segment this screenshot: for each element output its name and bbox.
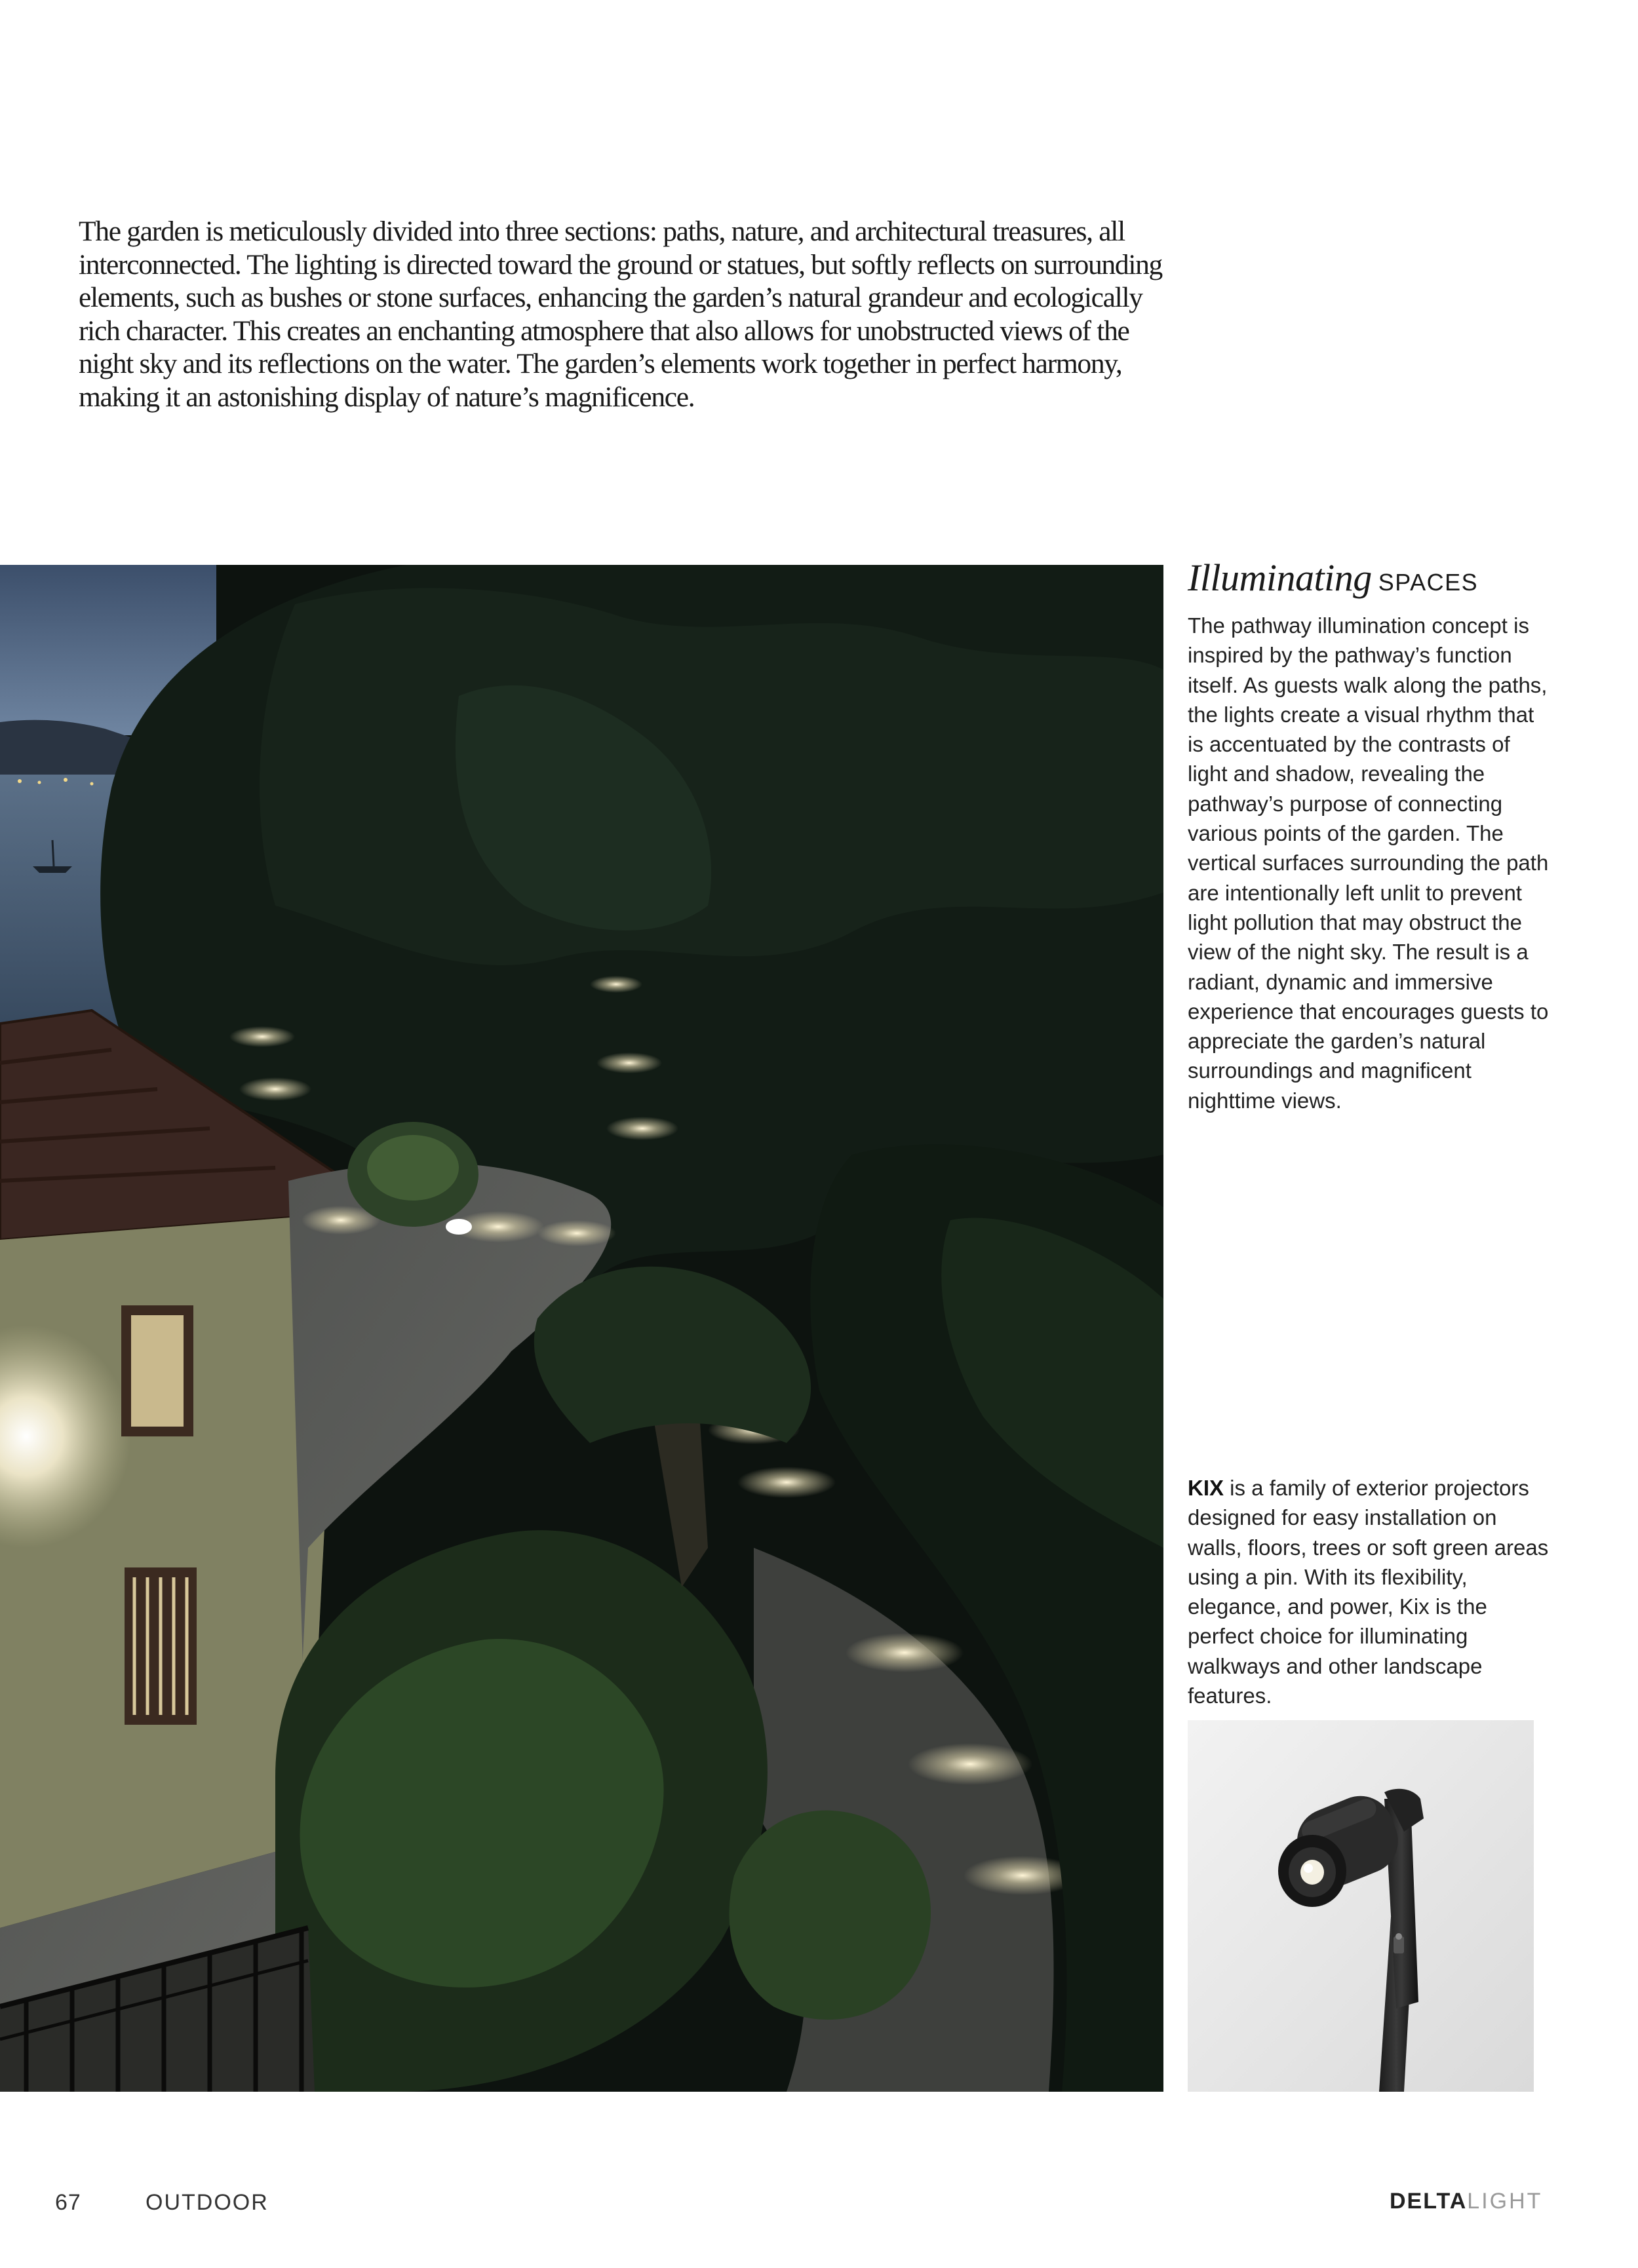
page-number: 67 bbox=[55, 2190, 81, 2215]
kix-product-photo bbox=[1188, 1720, 1534, 2092]
section-label: OUTDOOR bbox=[146, 2190, 269, 2215]
sidebar-body: The pathway illumination concept is inspired by the pathway’s function itself. As guests walk along the paths, the lights create a visual rhythm that is accentuated by the contrasts of light and shadow, revealing the pathway’s purpose of connecting various points of the garden. The vertical surfaces surrounding the path are intentionally left unlit to prevent light pollution that may obstruct the view of the night sky. The result is a radiant, dynamic and immersive experience that encourages guests to appreciate the garden’s natural surroundings and magnificent nighttime views. bbox=[1188, 613, 1549, 1113]
sidebar-title bbox=[1188, 556, 1478, 600]
intro-paragraph: The garden is meticulously divided into three sections: paths, nature, and architectural treasures, all interconnected. The lighting is directed toward the ground or statues, but softly reflects on surrounding elements, such as bushes or stone surfaces, enhancing the garden’s natural grandeur and ecologically rich character. This creates an enchanting atmosphere that also allows for unobstructed views of the night sky and its reflections on the water. The garden’s elements work together in perfect harmony, making it an astonishing display of nature’s magnificence. bbox=[79, 216, 1163, 413]
brand-logo-part2: LIGHT bbox=[1467, 2189, 1543, 2214]
product-description-text: is a family of exterior projectors designed for easy installation on walls, floors, trees or soft green areas using a pin. With its flexibility, elegance, and power, Kix is the perfect choice for illuminating walkways and other landscape features. bbox=[1188, 1476, 1549, 1708]
garden-illustration bbox=[0, 565, 1163, 2092]
product-name: KIX bbox=[1188, 1476, 1224, 1500]
kix-projector-illustration bbox=[1188, 1720, 1534, 2092]
garden-night-photo bbox=[0, 565, 1163, 2092]
brand-logo-part1: DELTA bbox=[1390, 2189, 1468, 2214]
brand-logo bbox=[1390, 2189, 1542, 2214]
sidebar-title-caps: SPACES bbox=[1378, 569, 1479, 596]
sidebar-title-italic: Illuminating bbox=[1188, 556, 1372, 599]
product-description bbox=[1188, 1473, 1555, 1710]
